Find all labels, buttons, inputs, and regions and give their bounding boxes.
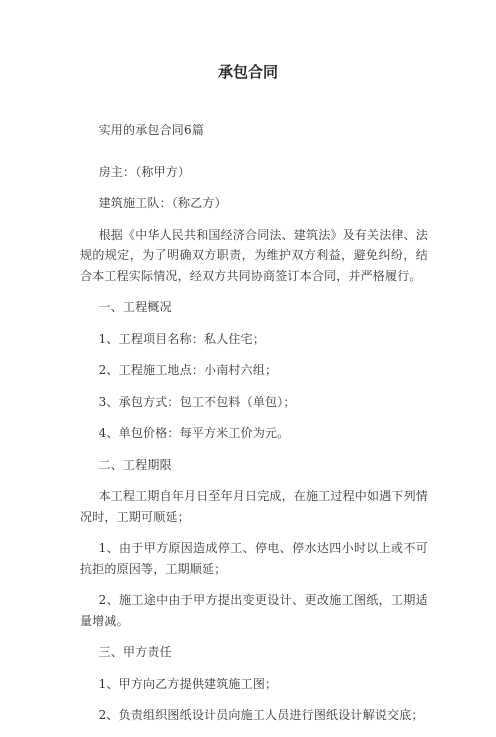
clause-item: 3、承包方式：包工不包料（单包）； xyxy=(98,394,296,409)
party-a-line: 房主：（称甲方） xyxy=(98,164,191,179)
section-heading: 一、工程概况 xyxy=(98,300,172,314)
body-paragraph: 本工程工期自年月日至年月日完成，在施工过程中如遇下列情况时，工期可顺延； xyxy=(80,489,428,524)
section-heading: 二、工程期限 xyxy=(98,457,172,472)
clause-item: 1、由于甲方原因造成停工、停电、停水达四小时以上或不可抗拒的原因等，工期顺延； xyxy=(80,541,428,576)
document-title: 承包合同 xyxy=(217,63,278,81)
section-heading: 三、甲方责任 xyxy=(98,645,172,659)
document-body xyxy=(80,120,428,737)
clause-item: 1、工程项目名称：私人住宅； xyxy=(98,331,266,346)
clause-item: 2、工程施工地点：小南村六组； xyxy=(98,363,278,377)
party-b-line: 建筑施工队：（称乙方） xyxy=(98,196,227,210)
document-subtitle: 实用的承包合同6篇 xyxy=(98,123,205,137)
clause-item: 2、负责组织图纸设计员向施工人员进行图纸设计解说交底； xyxy=(98,708,424,722)
clause-item: 4、单包价格：每平方米工价为元。 xyxy=(98,426,290,440)
preamble-paragraph: 根据《中华人民共和国经济合同法、建筑法》及有关法律、法规的规定，为了明确双方职责，为维护双方利益，避免纠纷，结合本工程实际情况，经双方共同协商签订本合同，并严格履行。 xyxy=(80,227,428,283)
clause-item: 1、甲方向乙方提供建筑施工图； xyxy=(98,676,278,691)
clause-item: 2、施工途中由于甲方提出变更设计、更改施工图纸，工期适量增减。 xyxy=(80,593,428,628)
